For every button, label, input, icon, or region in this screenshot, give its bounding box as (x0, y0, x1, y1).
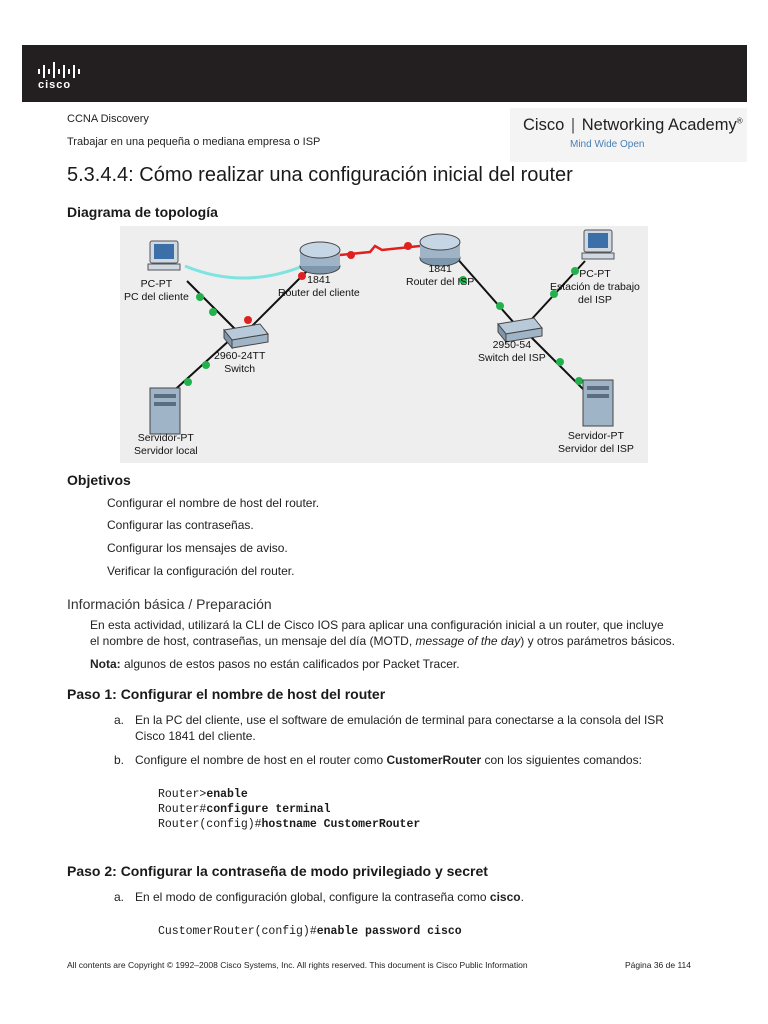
objective-item: Configurar el nombre de host del router. (107, 496, 320, 510)
router-client-label (278, 274, 360, 300)
background-paragraph (90, 617, 730, 649)
step2-a-text-a: En el modo de configuración global, configure la contraseña como (135, 890, 490, 904)
pc-client-label (124, 278, 189, 304)
link-status-dot (244, 316, 252, 324)
objective-item: Configurar los mensajes de aviso. (107, 541, 288, 555)
step2-a-text (135, 889, 735, 905)
link-status-dot (575, 377, 583, 385)
step2-a-text-b: . (520, 890, 524, 904)
server-isp-name: Servidor del ISP (558, 443, 634, 455)
background-line-1: En esta actividad, utilizará la CLI de Cisco IOS para aplicar una configuración inicial a un router, que incluye (90, 618, 664, 632)
objectives-heading: Objetivos (67, 472, 131, 488)
link-status-dot (202, 361, 210, 369)
academy-brand-right: Networking Academy (581, 116, 737, 134)
server-local-icon (150, 388, 180, 434)
switch-isp-label (478, 339, 546, 365)
link-status-dot (347, 251, 355, 259)
step1-a-marker: a. (114, 713, 125, 727)
code-command: enable (206, 788, 248, 801)
code-prompt: Router> (158, 788, 207, 801)
note-label: Nota: (90, 657, 121, 671)
switch-isp-name: Switch del ISP (478, 352, 546, 364)
switch-client-label (214, 350, 265, 376)
page-title: 5.3.4.4: Cómo realizar una configuración inicial del router (67, 164, 573, 186)
server-isp-type: Servidor-PT (567, 430, 624, 442)
pc-isp-name-line1: Estación de trabajo (550, 281, 640, 293)
objective-item: Configurar las contraseñas. (107, 518, 254, 532)
pc-isp-type: PC-PT (579, 268, 611, 280)
router-client-model: 1841 (307, 274, 331, 286)
academy-brand: Cisco | Networking Academy® (523, 116, 743, 134)
step1-a-text (135, 712, 735, 744)
background-line-2-a: el nombre de host, contraseñas, un mensaje del día (MOTD, (90, 634, 416, 648)
footer-page-number: Página 36 de 114 (625, 960, 692, 970)
code-prompt: Router(config)# (158, 818, 262, 831)
router-client-name: Router del cliente (278, 287, 360, 299)
academy-separator: | (566, 116, 580, 134)
code-prompt: CustomerRouter(config)# (158, 925, 317, 938)
link-status-dot (209, 308, 217, 316)
cisco-wordmark: cisco (38, 79, 72, 91)
note-text: algunos de estos pasos no están calificados por Packet Tracer. (120, 657, 460, 671)
server-local-type: Servidor-PT (137, 432, 194, 444)
step1-a-line2: Cisco 1841 del cliente. (135, 729, 256, 743)
step2-a-marker: a. (114, 890, 125, 904)
background-line-2 (90, 633, 730, 649)
step1-b-marker: b. (114, 753, 125, 767)
server-local-name: Servidor local (134, 445, 198, 457)
pc-client-icon (148, 241, 180, 270)
step1-a-line1: En la PC del cliente, use el software de emulación de terminal para conectarse a la consola del ISR (135, 713, 664, 727)
networking-academy-logo (510, 108, 747, 162)
course-subtitle: Trabajar en una pequeña o mediana empresa o ISP (67, 136, 321, 148)
link-status-dot (404, 242, 412, 250)
switch-client-name: Switch (224, 363, 256, 375)
code-command: configure terminal (206, 803, 331, 816)
pc-client-type: PC-PT (140, 278, 173, 290)
note-paragraph (90, 656, 730, 672)
router-isp-label (406, 263, 474, 289)
code-line (158, 788, 248, 801)
step1-b-text (135, 752, 735, 768)
code-prompt: Router# (158, 803, 207, 816)
footer-copyright: All contents are Copyright © 1992–2008 Cisco Systems, Inc. All rights reserved. This document is Cisco Public Information (67, 960, 528, 970)
code-line (158, 925, 462, 938)
router-client-icon (300, 242, 340, 274)
step2-heading: Paso 2: Configurar la contraseña de modo privilegiado y secret (67, 863, 488, 879)
pc-client-name: PC del cliente (124, 291, 189, 303)
background-line-2-em: message of the day (415, 634, 521, 648)
link-status-dot (196, 293, 204, 301)
link-status-dot (184, 378, 192, 386)
link-status-dot (556, 358, 564, 366)
server-isp-label (558, 430, 634, 456)
topology-svg (120, 226, 648, 463)
code-line (158, 818, 420, 831)
code-line (158, 803, 331, 816)
academy-brand-left: Cisco (523, 116, 565, 134)
step1-b-hostname: CustomerRouter (386, 753, 482, 767)
router-isp-icon (420, 234, 460, 266)
switch-isp-model: 2950-54 (492, 339, 532, 351)
switch-client-model: 2960-24TT (214, 350, 266, 362)
switch-client-icon (224, 324, 268, 348)
step1-heading: Paso 1: Configurar el nombre de host del router (67, 686, 386, 702)
step1-b-text-a: Configure el nombre de host en el router como (135, 753, 387, 767)
code-command: hostname CustomerRouter (261, 818, 421, 831)
code-command: enable password cisco (316, 925, 462, 938)
step2-a-password: cisco (489, 890, 521, 904)
pc-isp-name-line2: del ISP (578, 294, 612, 306)
server-local-label (134, 432, 198, 458)
academy-tagline: Mind Wide Open (570, 139, 645, 150)
objective-item: Verificar la configuración del router. (107, 564, 295, 578)
router-isp-model: 1841 (428, 263, 452, 275)
link-status-dot (496, 302, 504, 310)
cisco-header-bar (22, 45, 747, 102)
background-line-2-b: ) y otros parámetros básicos. (520, 634, 675, 648)
topology-diagram (120, 226, 648, 463)
topology-heading: Diagrama de topología (67, 204, 218, 220)
server-isp-icon (583, 380, 613, 426)
router-isp-name: Router del ISP (406, 276, 475, 288)
course-name: CCNA Discovery (67, 113, 149, 125)
pc-isp-icon (582, 230, 614, 259)
step1-b-text-b: con los siguientes comandos: (481, 753, 642, 767)
background-heading: Información básica / Preparación (67, 596, 272, 612)
pc-isp-label (550, 268, 640, 307)
